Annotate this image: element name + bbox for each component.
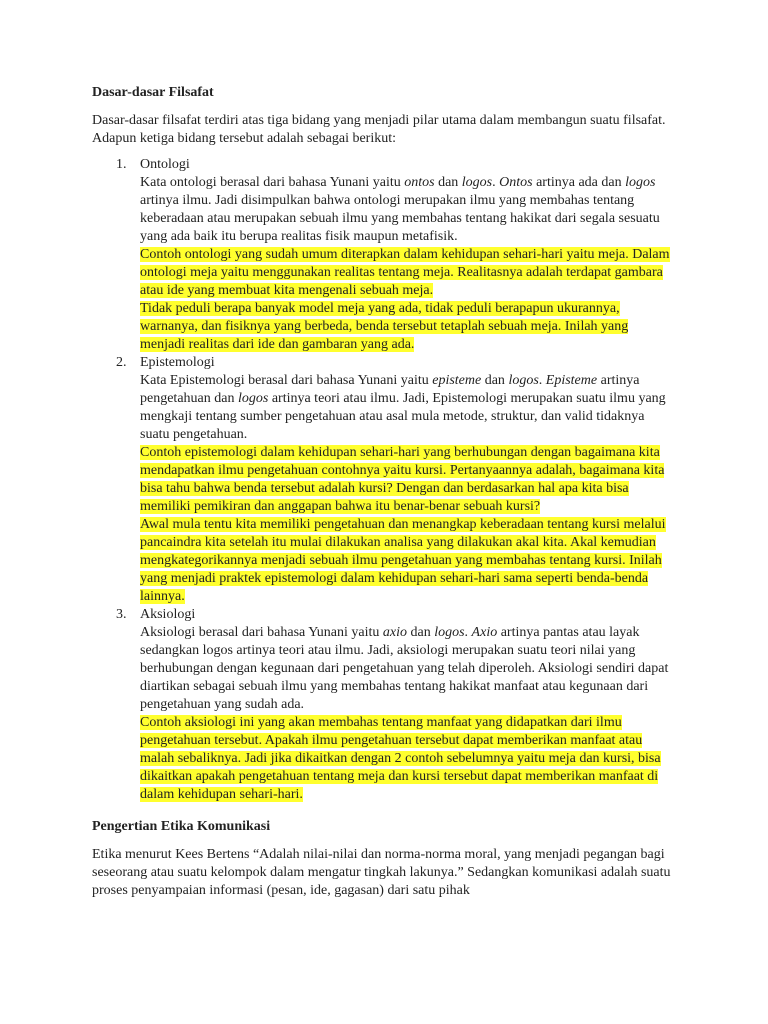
highlighted-example: Contoh epistemologi dalam kehidupan sehari-hari yang berhubungan dengan bagaimana kita mendapatkan ilmu pengetahuan contohnya yaitu kursi. Pertanyaannya adalah, bagaimana kita bisa tahu bahwa benda tersebut adalah kursi? Dengan dan berdasarkan hal apa kita bisa memiliki pemikiran dan anggapan bahwa itu benar-benar sebuah kursi? <box>140 445 665 514</box>
highlighted-example: Tidak peduli berapa banyak model meja yang ada, tidak peduli berapapun ukurannya, warnanya, dan fisiknya yang berbeda, benda tersebut tetaplah sebuah meja. Inilah yang menjadi realitas dari ide dan gambaran yang ada. <box>140 301 629 352</box>
section-list <box>92 156 676 804</box>
heading-pengertian-etika-komunikasi: Pengertian Etika Komunikasi <box>92 819 271 834</box>
section-epistemologi <box>92 354 676 606</box>
section-title: Ontologi <box>140 157 190 172</box>
intro-paragraph: Dasar-dasar filsafat terdiri atas tiga bidang yang menjadi pilar utama dalam membangun suatu filsafat. Adapun ketiga bidang tersebut adalah sebagai berikut: <box>92 113 666 146</box>
section-body: Kata Epistemologi berasal dari bahasa Yunani yaitu episteme dan logos. Episteme artinya pengetahuan dan logos artinya teori atau ilmu. Jadi, Epistemologi merupakan suatu ilmu yang mengkaji tentang sumber pengetahuan atau asal mula metode, struktur, dan valid tidaknya suatu pengetahuan. <box>140 373 666 442</box>
highlighted-example: Contoh aksiologi ini yang akan membahas tentang manfaat yang didapatkan dari ilmu pengetahuan tersebut. Apakah ilmu pengetahuan tersebut dapat memberikan manfaat atau malah sebaliknya. Jadi jika dikaitkan dengan 2 contoh sebelumnya yaitu meja dan kursi, bisa dikaitkan apakah pengetahuan tentang meja dan kursi tersebut dapat memberikan manfaat di dalam kehidupan sehari-hari. <box>140 715 661 802</box>
section-title: Epistemologi <box>140 355 215 370</box>
highlighted-example: Awal mula tentu kita memiliki pengetahuan dan menangkap keberadaan tentang kursi melalui pancaindra kita setelah itu mulai dilakukan analisa yang dilakukan akal kita. Akal kemudian mengkategorikannya menjadi sebuah ilmu pengetahuan yang membahas tentang kursi. Inilah yang menjadi praktek epistemologi dalam kehidupan sehari-hari sama seperti benda-benda lainnya. <box>140 517 666 604</box>
section-title: Aksiologi <box>140 607 196 622</box>
section-number: 1. <box>116 157 127 172</box>
highlighted-example: Contoh ontologi yang sudah umum diterapkan dalam kehidupan sehari-hari yaitu meja. Dalam ontologi meja yaitu menggunakan realitas tentang meja. Realitasnya adalah terdapat gambara atau ide yang membuat kita mengenali sebuah meja. <box>140 247 670 298</box>
section-body: Kata ontologi berasal dari bahasa Yunani yaitu ontos dan logos. Ontos artinya ada dan logos artinya ilmu. Jadi disimpulkan bahwa ontologi merupakan ilmu yang membahas tentang keberadaan atau merupakan sebuah ilmu yang membahas tentang hakikat dari segala sesuatu yang ada baik itu berupa realitas fisik maupun metafisik. <box>140 175 660 244</box>
section-body: Aksiologi berasal dari bahasa Yunani yaitu axio dan logos. Axio artinya pantas atau layak sedangkan logos artinya teori atau ilmu. Jadi, aksiologi merupakan suatu teori nilai yang berhubungan dengan kegunaan dari pengetahuan yang telah diperoleh. Aksiologi sendiri dapat diartikan sebagai sebuah ilmu yang membahas tentang hakikat manfaat atau kegunaan dari pengetahuan yang sudah ada. <box>140 625 669 712</box>
section-ontologi <box>92 156 676 354</box>
section-number: 3. <box>116 607 127 622</box>
heading-dasar-dasar-filsafat: Dasar-dasar Filsafat <box>92 85 214 100</box>
etika-paragraph: Etika menurut Kees Bertens “Adalah nilai-nilai dan norma-norma moral, yang menjadi pegangan bagi seseorang atau suatu kelompok dalam mengatur tingkah lakunya.” Sedangkan komunikasi adalah suatu proses penyampaian informasi (pesan, ide, gagasan) dari satu pihak <box>92 847 671 898</box>
section-aksiologi <box>92 606 676 804</box>
section-number: 2. <box>116 355 127 370</box>
